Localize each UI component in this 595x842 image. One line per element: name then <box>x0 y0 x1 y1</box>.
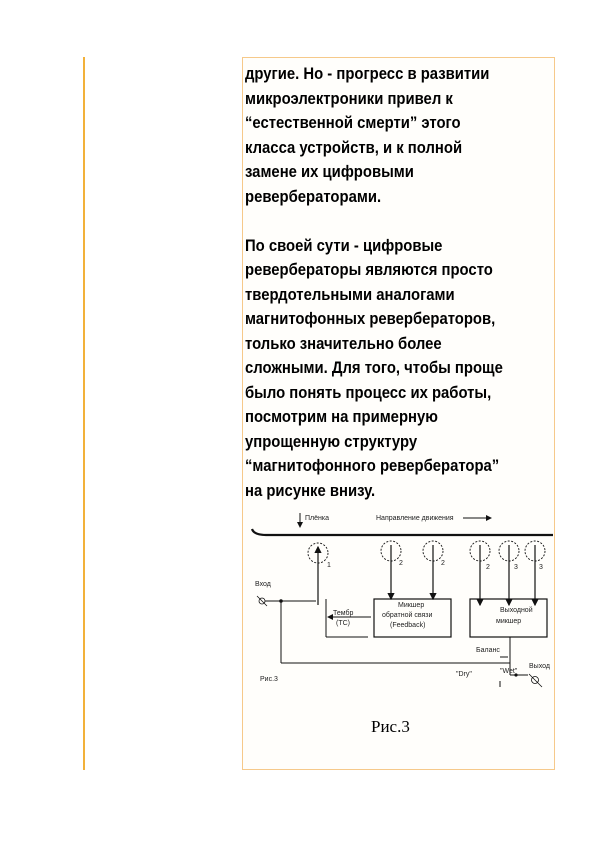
svg-text:3: 3 <box>514 564 518 571</box>
figure-caption: Рис.3 <box>371 717 410 736</box>
dry-label: "Dry" <box>456 671 472 678</box>
svg-text:Выходной: Выходной <box>500 607 533 614</box>
svg-text:Микшер: Микшер <box>398 602 425 609</box>
line: упрощенную структуру <box>245 432 418 451</box>
playback-head <box>423 541 445 599</box>
line: твердотельными аналогами <box>245 285 455 304</box>
left-margin-rule <box>83 57 85 770</box>
line: ревербераторы являются просто <box>245 261 493 279</box>
tape-reverb-diagram <box>248 505 553 695</box>
svg-text:2: 2 <box>486 564 490 571</box>
playback-head <box>499 541 519 605</box>
svg-text:2: 2 <box>441 560 445 567</box>
record-head <box>308 543 331 605</box>
tape-line <box>252 529 553 535</box>
line: замене их цифровыми <box>245 163 414 181</box>
line: только значительно более <box>245 334 442 353</box>
output-label: Выход <box>529 663 550 670</box>
direction-label: Направление движения <box>376 515 454 522</box>
line: “естественной смерти” этого <box>245 114 461 132</box>
svg-text:обратной связи: обратной связи <box>382 612 433 619</box>
playback-head <box>525 541 545 605</box>
body-text <box>245 62 517 503</box>
paragraph-1 <box>245 62 517 209</box>
line: По своей сути - цифровые <box>245 236 443 255</box>
playback-head <box>381 541 403 599</box>
feedback-mixer-block <box>374 599 451 637</box>
line: посмотрим на примерную <box>245 408 438 426</box>
paragraph-2 <box>245 234 517 504</box>
svg-text:(Feedback): (Feedback) <box>390 622 426 629</box>
playback-head <box>470 541 490 605</box>
line: “магнитофонного ревербератора” <box>245 457 500 475</box>
line: класса устройств, и к полной <box>245 138 463 157</box>
svg-text:3: 3 <box>539 564 543 571</box>
tone-block <box>326 599 368 637</box>
svg-text:2: 2 <box>399 560 403 567</box>
line: сложными. Для того, чтобы проще <box>245 359 503 377</box>
line: было понять процесс их работы, <box>245 383 492 402</box>
input-label: Вход <box>255 581 271 588</box>
svg-text:Тембр: Тембр <box>333 610 354 617</box>
balance-label: Баланс <box>476 647 500 654</box>
line: на рисунке внизу. <box>245 481 376 500</box>
tape-label: Плёнка <box>305 515 329 522</box>
output-jack-icon <box>529 674 542 687</box>
wet-label: "Wet" <box>500 668 518 675</box>
figure-label-small: Рис.3 <box>260 676 278 683</box>
line: микроэлектроники привел к <box>245 89 453 108</box>
svg-text:микшер: микшер <box>496 618 522 625</box>
svg-text:(ТС): (ТС) <box>336 620 350 627</box>
svg-text:1: 1 <box>327 562 331 569</box>
line: другие. Но - прогресс в развитии <box>245 65 490 83</box>
line: ревербераторами. <box>245 187 382 206</box>
line: магнитофонных ревербераторов, <box>245 310 496 328</box>
